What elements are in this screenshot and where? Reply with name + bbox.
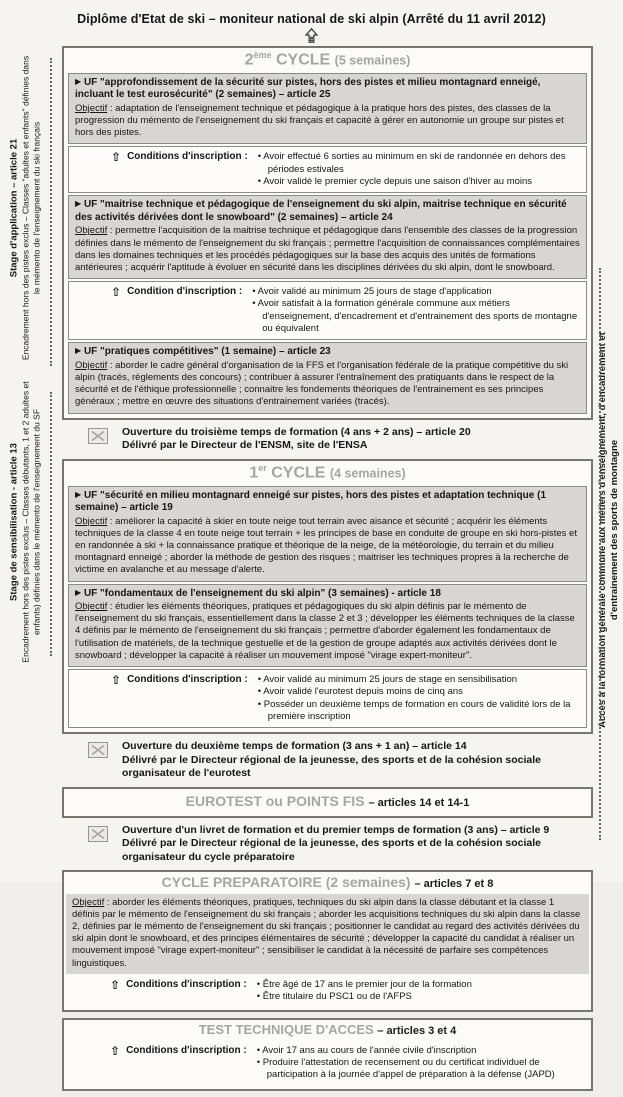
- conditions-label: Conditions d'inscription :: [126, 978, 247, 990]
- cycle-preparatoire-header: [66, 874, 589, 892]
- objectif-text: : aborder les éléments théoriques, pratiques, techniques du ski alpin dans la classe débutant et la classe 1 définis par le mémento de l'enseignement du ski français ; aborder les acquisitions techniques du ski alpin dans la classe 2, définies par le mémento de l'enseignement du ski français ; positionner le candidat au regard des activités dérivées du ski alpin dont le snowboard, et des principes élémentaires de sécurité ; développer la capacité du candidat à réaliser un mouvement imposé "virage expert-moniteur" ; sensibiliser le candidat à la nécessité de parfaire ses compétences linguistiques.: [72, 896, 581, 969]
- uf-objectif: [75, 103, 580, 139]
- uf-title: [75, 199, 580, 224]
- dotted-separator-left-bottom: [50, 392, 52, 656]
- conditions-box-cycle1: [68, 669, 587, 728]
- conditions-box-article24: [68, 281, 587, 340]
- milestone-premier-temps: [88, 824, 593, 865]
- uf-block-article24: [68, 195, 587, 279]
- condition-item: • Avoir validé l'eurotest depuis moins de cinq ans: [258, 686, 580, 698]
- cycle1-ordinal: er: [258, 462, 267, 473]
- uf-title-text: UF "pratiques compétitives" (1 semaine) – article 23: [83, 346, 331, 358]
- main-column: [62, 46, 593, 1097]
- condition-item: • Être titulaire du PSC1 ou de l'AFPS: [257, 991, 581, 1003]
- triangle-icon: ▶: [75, 346, 82, 356]
- cycle-preparatoire-objectif: [66, 894, 589, 974]
- cycle1-number: 1: [249, 464, 259, 482]
- conditions-list: [258, 674, 580, 723]
- sidebar-stage-sensibilisation: [8, 371, 41, 673]
- uf-block-article19: [68, 486, 587, 582]
- condition-item: • Avoir validé au minimum 25 jours de stage en sensibilisation: [258, 674, 580, 686]
- conditions-list: [257, 979, 581, 1004]
- conditions-box-test-technique: [68, 1041, 587, 1086]
- cycle1-title: CYCLE: [271, 464, 326, 482]
- test-technique-box: [62, 1018, 593, 1090]
- conditions-label: Condition d'inscription :: [127, 286, 243, 298]
- objectif-label: Objectif: [75, 225, 108, 237]
- conditions-list: [257, 1045, 581, 1082]
- sidebar-title: Stage de sensibilisation - article 13: [8, 443, 20, 601]
- condition-item: • Avoir 17 ans au cours de l'année civile d'inscription: [257, 1045, 581, 1057]
- objectif-text: : permettre l'acquisition de la maitrise technique et pédagogique dans l'ensemble des classes de la progression définies dans le mémento de l'enseignement du ski français ; permettre l'acquisition de connaissances complémentaires dans les domaines techniques et les procédés pédagogiques sur la base des acquis des unités de formations antérieures ; acquérir l'aptitude à évoluer en sécurité dans les disciplines dérivées du ski alpin, dont le snowboard.: [75, 225, 580, 273]
- uf-title-text: UF "maitrise technique et pédagogique de l'enseignement du ski alpin, maitrise technique en sécurité des activités dérivées dont le snowboard" (2 semaines) – article 24: [75, 199, 567, 223]
- cycle1-header: [66, 463, 589, 484]
- milestone-troisieme-temps: [88, 426, 593, 453]
- up-arrow-icon: ⇧: [110, 1043, 121, 1058]
- conditions-list: [252, 286, 580, 335]
- cycle1-duration: (4 semaines): [329, 466, 406, 481]
- up-arrow-icon: ⇧: [111, 150, 122, 165]
- milestone-line2: Délivré par le Directeur de l'ENSM, site de l'ENSA: [122, 439, 368, 452]
- dotted-separator-left-top: [50, 58, 52, 366]
- sidebar-subtitle: Encadrement hors des pistes exclus – Classes débutants, 1 et 2 adultes et enfants) définies dans le mémento de l'enseignement du SF: [20, 381, 41, 663]
- conditions-list: [258, 151, 580, 188]
- milestone-line1: Ouverture du deuxième temps de formation (3 ans + 1 an) – article 14: [122, 740, 467, 753]
- uf-title: [75, 346, 580, 359]
- cycle2-title: CYCLE: [275, 51, 331, 69]
- uf-title: [75, 77, 580, 102]
- eurotest-title: EUROTEST ou POINTS FIS: [185, 793, 365, 810]
- condition-item: • Avoir validé le premier cycle depuis une saison d'hiver au moins: [258, 176, 580, 188]
- cycle1-box: [62, 459, 593, 734]
- milestone-line2: Délivré par le Directeur régional de la jeunesse, des sports et de la cohésion sociale organisateur de l'eurotest: [122, 753, 542, 780]
- triangle-icon: ▶: [75, 199, 82, 209]
- milestone-text: [122, 824, 552, 865]
- milestone-deuxieme-temps: [88, 740, 593, 781]
- sidebar-title: Accès à la formation générale commune aux métiers d'enseignement, d'encadrement et d'entrainement des sports de montagne: [597, 332, 620, 728]
- objectif-text: : aborder le cadre général d'organisation de la FFS et l'organisation fédérale de la pratique compétitive du ski alpin (tracés, règlements des concours) ; contribuer à assurer l'entraînement des pratiquants dans le respect de la sécurité et de l'éthique professionnelle ; connaitre les fondements théoriques de l'entrainement es ses principes généraux ; mettre en œuvre des situations d'entrainement variées (tracés).: [75, 359, 569, 408]
- up-arrow-icon: ⇧: [111, 285, 122, 300]
- condition-item: • Avoir effectué 6 sorties au minimum en ski de randonnée en dehors des périodes estivales: [258, 151, 580, 176]
- triangle-icon: ▶: [75, 587, 82, 597]
- cycle-preparatoire-articles: – articles 7 et 8: [414, 878, 494, 891]
- up-arrow-icon: ⇧: [111, 672, 122, 687]
- cycle2-ordinal: ème: [253, 50, 272, 60]
- triangle-icon: ▶: [75, 76, 82, 86]
- up-arrow-icon: ⇧: [110, 977, 121, 992]
- objectif-label: Objectif: [75, 359, 108, 371]
- uf-title-text: UF "sécurité en milieu montagnard enneigé sur pistes, hors des pistes et adaptation technique (1 semaine) – article 19: [75, 489, 547, 514]
- condition-item: • Être âgé de 17 ans le premier jour de la formation: [257, 979, 581, 991]
- milestone-line2: Délivré par le Directeur régional de la jeunesse, des sports et de la cohésion sociale organisateur du cycle préparatoire: [122, 837, 542, 863]
- condition-item: • Produire l'attestation de recensement ou du certificat individuel de participation à la journée d'appel de préparation à la défense (JAPD): [257, 1057, 581, 1082]
- condition-item: • Avoir satisfait à la formation générale commune aux métiers d'enseignement, d'encadrement et d'entrainement des sports de montagne ou équivalent: [252, 298, 580, 335]
- milestone-text: [122, 426, 471, 453]
- test-technique-header: [66, 1022, 589, 1039]
- eurotest-header: [66, 793, 589, 811]
- cycle2-header: [66, 50, 589, 71]
- uf-objectif: [75, 516, 580, 577]
- x-box-icon: [88, 826, 108, 842]
- uf-block-article18: [68, 584, 587, 667]
- sidebar-title: Stage d'application – article 21: [8, 138, 20, 278]
- milestone-line1: Ouverture d'un livret de formation et du premier temps de formation (3 ans) – article 9: [122, 823, 550, 836]
- test-technique-articles: – articles 3 et 4: [377, 1025, 457, 1038]
- objectif-label: Objectif: [75, 601, 108, 613]
- sidebar-subtitle: Encadrement hors des pistes exclus – Classes "adultes et enfants" définies dans le mémento de l'enseignement du ski français: [20, 55, 41, 361]
- cycle-preparatoire-box: [62, 870, 593, 1012]
- uf-title: [75, 588, 580, 601]
- uf-objectif: [75, 360, 580, 409]
- condition-item: • Avoir validé au minimum 25 jours de stage d'application: [252, 286, 580, 298]
- conditions-label: Conditions d'inscription :: [127, 151, 248, 163]
- dotted-separator-right: [599, 268, 601, 840]
- conditions-label: Conditions d'inscription :: [126, 1044, 247, 1056]
- uf-objectif: [75, 225, 580, 274]
- uf-block-article23: [68, 342, 587, 413]
- condition-item: • Posséder un deuxième temps de formation en cours de validité lors de la première inscription: [258, 699, 580, 724]
- objectif-text: : adaptation de l'enseignement technique et pédagogique à la pratique hors des pistes, des classes de la progression du mémento de l'enseignement du ski français et capacité à gérer en autonomie un groupe sur pistes et hors des pistes.: [75, 102, 564, 139]
- uf-title: [75, 490, 580, 515]
- uf-objectif: [75, 601, 580, 662]
- cycle2-box: [62, 46, 593, 420]
- eurotest-box: [62, 787, 593, 817]
- uf-title-text: UF "fondamentaux de l'enseignement du ski alpin" (3 semaines) - article 18: [83, 587, 441, 599]
- uf-title-text: UF "approfondissement de la sécurité sur pistes, hors des pistes et milieu montagnard enneigé, incluant le test eurosécurité" (2 semaines) – article 25: [75, 76, 541, 101]
- milestone-text: [122, 740, 552, 781]
- objectif-text: : étudier les éléments théoriques, pratiques et pédagogiques du ski alpin définis par le mémento de l'enseignement du ski français, essentiellement dans la classe 2 et 3 ; développer les éléments techniques de la classe 4 définis par le mémento de l'enseignement du ski français ; permettre d'aborder également les fondamentaux de l'utilisation de matériels, de la technique gestuelle et de la gestion de groupe adaptés aux activités dérivées dont le snowboard ; développer la capacité à réaliser un mouvement imposé "virage expert-moniteur".: [75, 601, 575, 661]
- uf-block-article25: [68, 73, 587, 144]
- objectif-text: : améliorer la capacité à skier en toute neige tout terrain avec aisance et sécurité ; acquérir les éléments techniques de la classe 4 en toute neige tout terrain + les principes de base en conduite de groupe en ski hors-pistes et en randonnée à ski + la connaissance pratique et théorique de la neige, de la météorologie, du terrain et du milieu montagnard enneigé ; aborder la méthode de gestion des risques ; maitriser les techniques propres à la recherche de victime en avalanche et au message d'alerte.: [75, 515, 577, 576]
- objectif-label: Objectif: [72, 896, 105, 908]
- cycle-preparatoire-title: CYCLE PREPARATOIRE (2 semaines): [161, 874, 411, 891]
- triangle-icon: ▶: [75, 489, 82, 499]
- x-box-icon: [88, 428, 108, 444]
- milestone-line1: Ouverture du troisième temps de formation (4 ans + 2 ans) – article 20: [122, 425, 471, 438]
- objectif-label: Objectif: [75, 102, 108, 114]
- up-arrow-icon: [305, 28, 319, 43]
- sidebar-stage-application: [8, 52, 41, 364]
- page-title: Diplôme d'Etat de ski – moniteur national de ski alpin (Arrêté du 11 avril 2012): [77, 12, 546, 26]
- x-box-icon: [88, 742, 108, 758]
- conditions-box-article25: [68, 146, 587, 193]
- objectif-label: Objectif: [75, 515, 108, 527]
- test-technique-title: TEST TECHNIQUE D'ACCES: [198, 1022, 374, 1038]
- conditions-label: Conditions d'inscription :: [127, 673, 248, 685]
- conditions-box-preparatoire: [68, 975, 587, 1008]
- cycle2-duration: (5 semaines): [334, 53, 411, 68]
- cycle2-number: 2: [244, 51, 254, 69]
- eurotest-articles: – articles 14 et 14-1: [368, 797, 470, 810]
